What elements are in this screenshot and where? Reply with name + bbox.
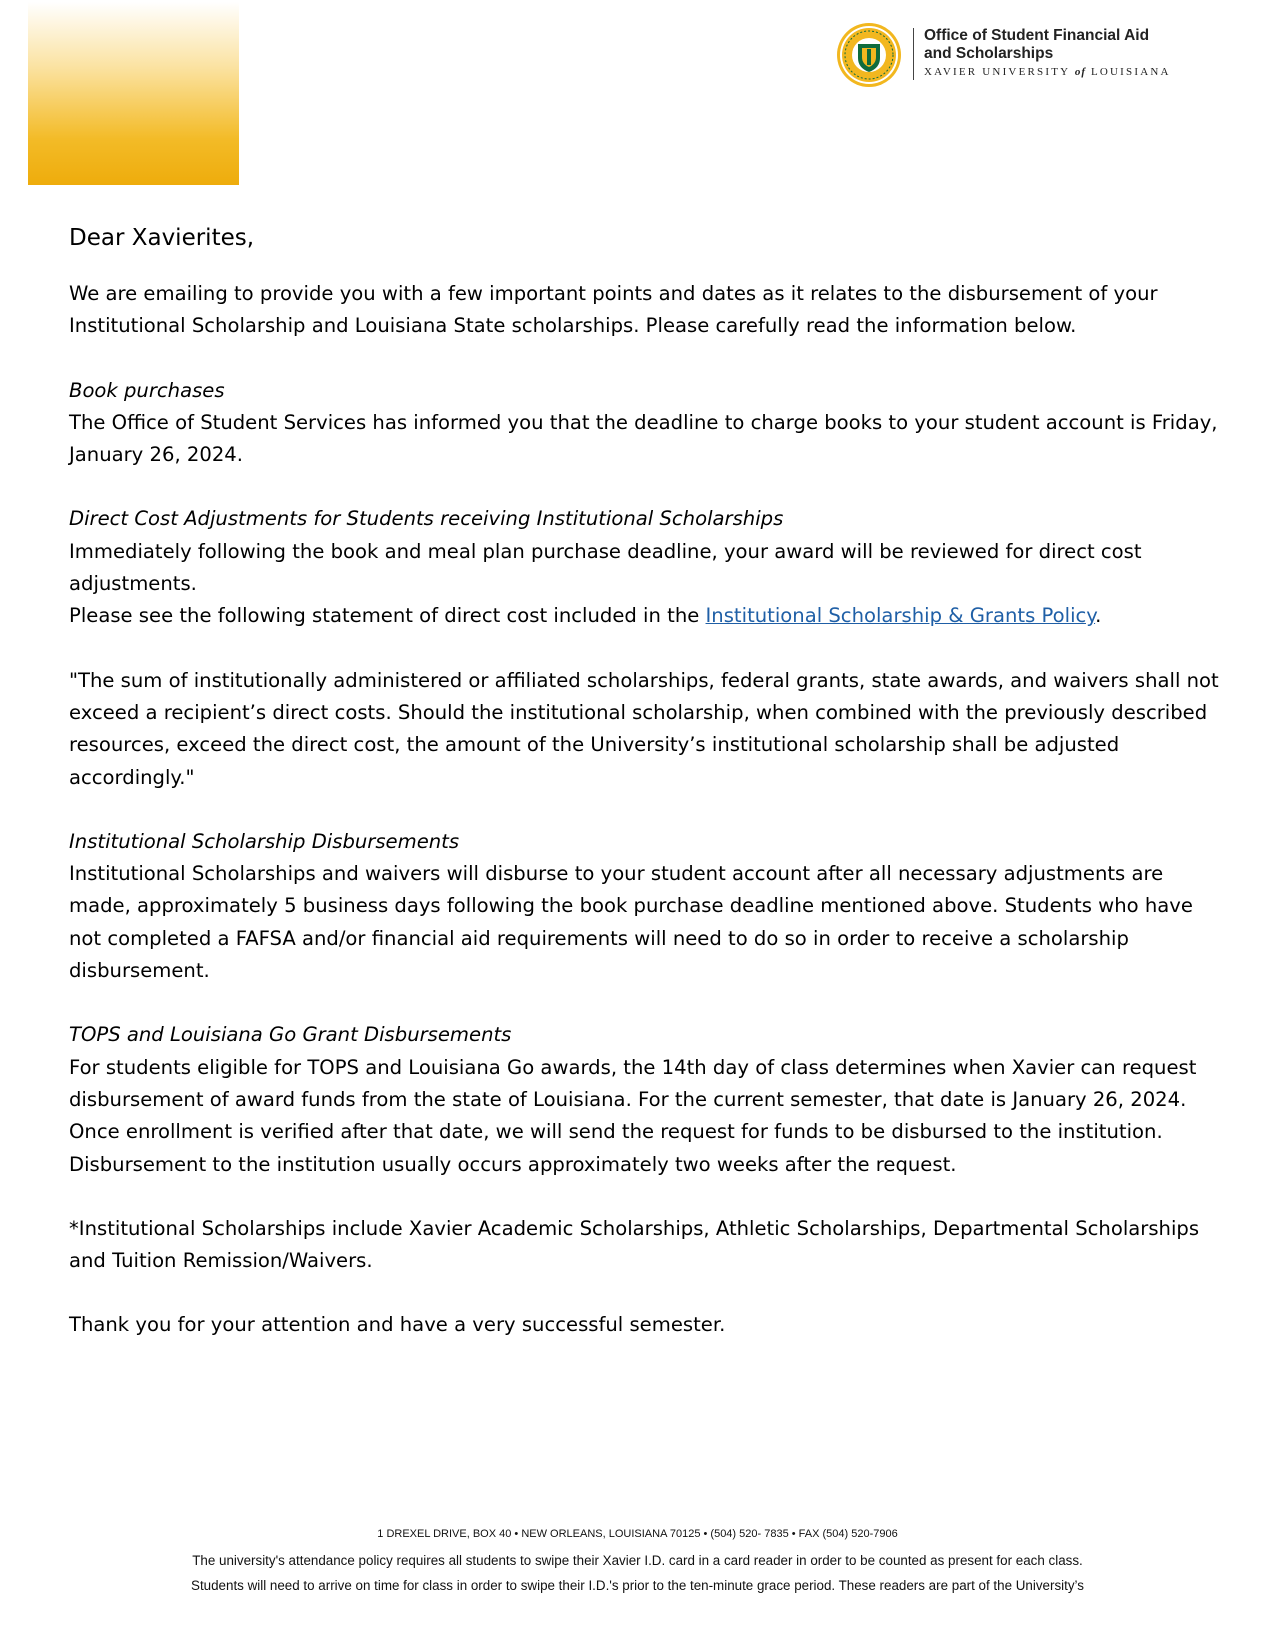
closing: Thank you for your attention and have a very successful semester. (69, 1313, 726, 1337)
section-heading-institutional-disbursements: Institutional Scholarship Disbursements (69, 829, 460, 853)
section-body-tops-go: For students eligible for TOPS and Louisiana Go awards, the 14th day of class determines when Xavier can request disbursement of award funds from the state of Louisiana. For the current semester, that date is January 26, 2024. Once enrollment is verified after that date, we will send the request for funds to be disbursed to the institution. Disbursement to the institution usually occurs approximately two weeks after the request. (69, 1055, 1197, 1176)
section-body-book-purchases: The Office of Student Services has informed you that the deadline to charge books to your student account is Friday, January 26, 2024. (69, 410, 1218, 467)
university-seal-icon (836, 22, 902, 88)
letter-body (69, 218, 1229, 1342)
section-heading-direct-cost: Direct Cost Adjustments for Students receiving Institutional Scholarships (69, 507, 784, 531)
greeting: Dear Xavierites, (69, 225, 255, 251)
footnote: *Institutional Scholarships include Xavier Academic Scholarships, Athletic Scholarships, Departmental Scholarships and Tuition Remission/Waivers. (69, 1216, 1200, 1273)
footer-note-line2: Students will need to arrive on time for class in order to swipe their I.D.'s prior to the ten-minute grace period. These readers are part of the University’s (191, 1578, 1084, 1593)
section-body-direct-cost: Immediately following the book and meal plan purchase deadline, your award will be reviewed for direct cost adjustments. (69, 539, 1142, 596)
office-name-line2: and Scholarships (924, 45, 1054, 62)
section-heading-book-purchases: Book purchases (69, 378, 225, 402)
section-body-institutional-disbursements: Institutional Scholarships and waivers will disburse to your student account after all necessary adjustments are made, approximately 5 business days following the book purchase deadline mentioned above. Students who have not completed a FAFSA and/or financial aid requirements will need to do so in order to receive a scholarship disbursement. (69, 862, 1193, 983)
policy-reference: Please see the following statement of direct cost included in the Institutional Scholarship & Grants Policy. (69, 604, 1102, 628)
policy-link[interactable]: Institutional Scholarship & Grants Policy (705, 604, 1096, 628)
logo-divider (913, 28, 914, 80)
gold-header-bar (28, 2, 239, 185)
footer-address: 1 DREXEL DRIVE, BOX 40 • NEW ORLEANS, LOUISIANA 70125 • (504) 520- 7835 • FAX (504) 520-7906 (377, 1528, 898, 1540)
section-heading-tops-go: TOPS and Louisiana Go Grant Disbursements (69, 1023, 512, 1047)
university-name: XAVIER UNIVERSITY of LOUISIANA (924, 66, 1171, 78)
policy-quote: "The sum of institutionally administered or affiliated scholarships, federal grants, state awards, and waivers shall not exceed a recipient’s direct costs. Should the institutional scholarship, when combined with the previously described resources, exceed the direct cost, the amount of the University’s institutional scholarship shall be adjusted accordingly." (69, 668, 1219, 789)
intro-paragraph: We are emailing to provide you with a few important points and dates as it relates to the disbursement of your Institutional Scholarship and Louisiana State scholarships. Please carefully read the information below. (69, 282, 1158, 338)
office-name-line1: Office of Student Financial Aid (924, 27, 1150, 44)
footer-attendance-note (0, 1548, 1275, 1598)
letterhead-logo (836, 22, 1275, 92)
footer-note-line1: The university's attendance policy requires all students to swipe their Xavier I.D. card in a card reader in order to be counted as present for each class. (192, 1553, 1083, 1568)
